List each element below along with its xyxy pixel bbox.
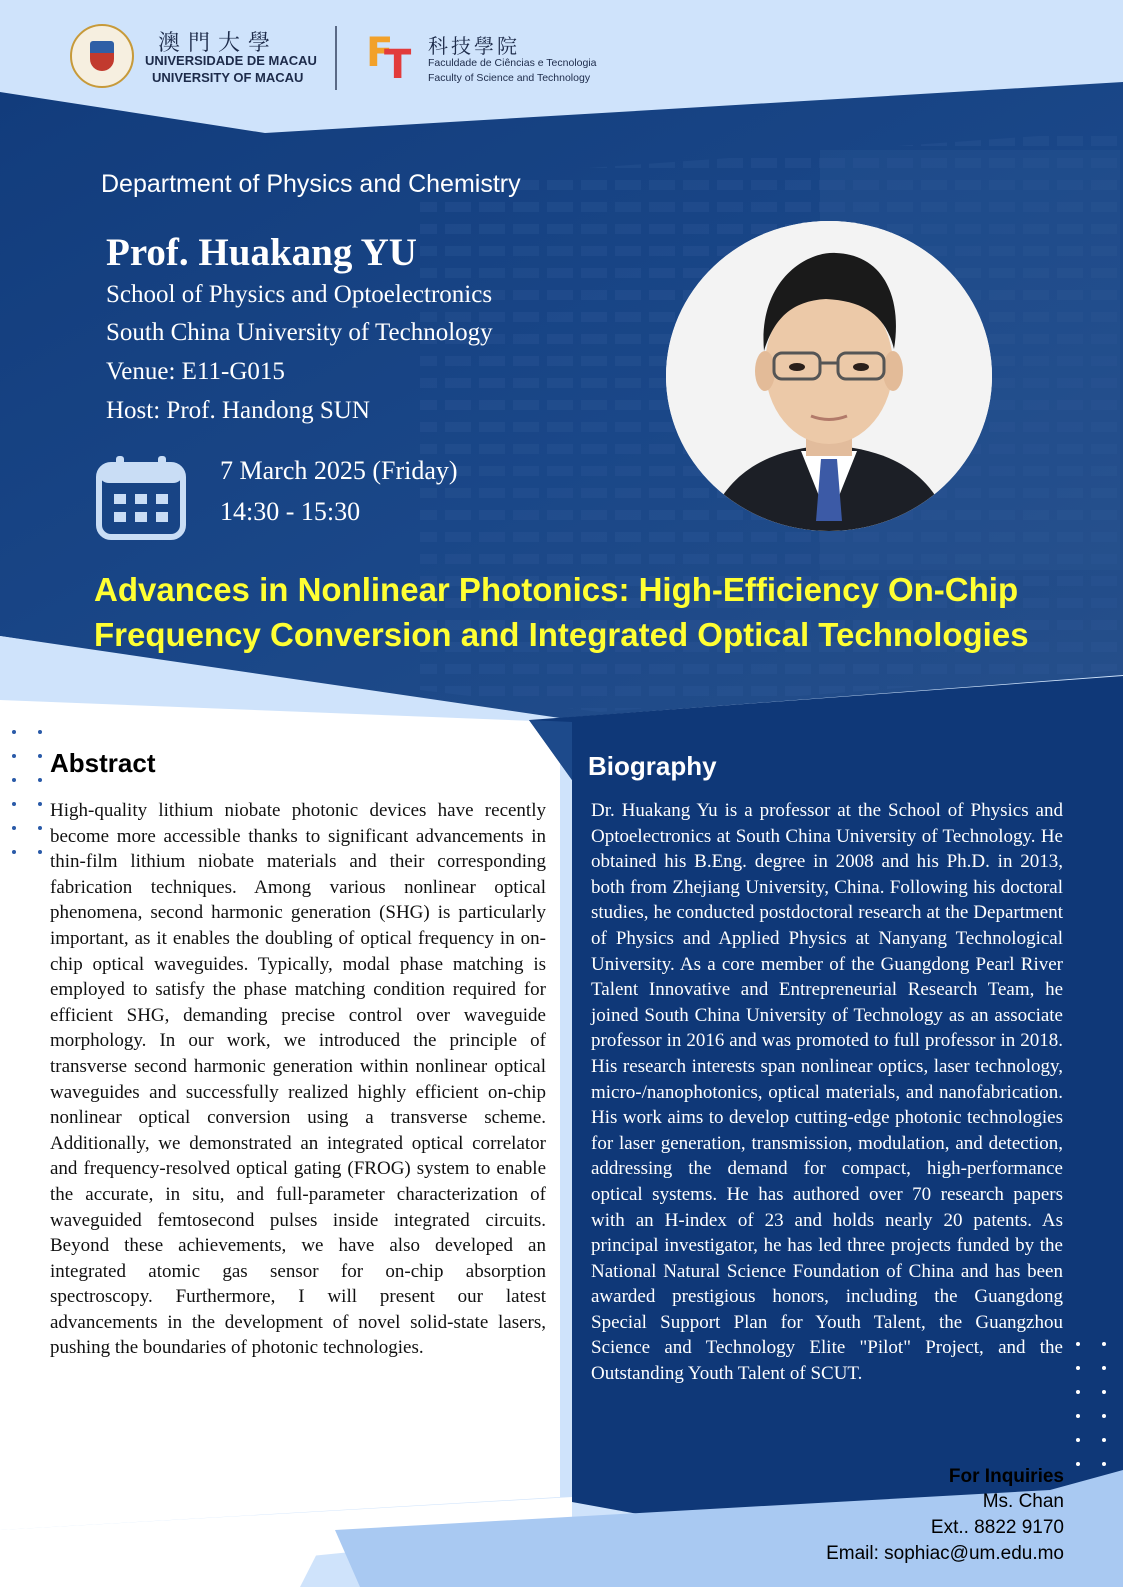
faculty-name-pt: Faculdade de Ciências e Tecnologia (428, 57, 597, 69)
header-divider (335, 26, 337, 90)
host: Host: Prof. Handong SUN (106, 397, 370, 424)
university-name-en: UNIVERSITY OF MACAU (152, 70, 304, 85)
faculty-name-en: Faculty of Science and Technology (428, 72, 591, 84)
event-time: 14:30 - 15:30 (220, 497, 361, 526)
inquiries-title: For Inquiries (948, 1466, 1064, 1487)
decorative-dots-left (8, 730, 38, 860)
venue: Venue: E11-G015 (106, 358, 285, 385)
fst-logo: F T (366, 30, 412, 88)
speaker-name: Prof. Huakang YU (106, 231, 417, 274)
decorative-dots-right (1076, 1342, 1106, 1472)
talk-title: Advances in Nonlinear Photonics: High-Efficiency On-Chip Frequency Conversion and Integrated Optical Technologies (94, 571, 1029, 653)
speaker-school: School of Physics and Optoelectronics (106, 281, 493, 308)
biography-text: Dr. Huakang Yu is a professor at the School of Physics and Optoelectronics at South China University of Technology. He obtained his B.Eng. degree in 2008 and his Ph.D. in 2013, both from Zhejiang University, China. Following his doctoral studies, he conducted postdoctoral research at the Department of Physics and Applied Physics at Nanyang Technological University. As a core member of the Guangdong Pearl River Talent Innovative and Entrepreneurial Research Team, he joined South China University of Technology as an associate professor in 2016 and was promoted to full professor in 2018. His research interests span nonlinear optics, laser technology, micro-/nanophotonics, optical materials, and nanofabrication. His work aims to develop cutting-edge photonic technologies for laser generation, transmission, modulation, and detection, addressing the demand for compact, high-performance optical systems. He has authored over 70 research papers with an H-index of 23 and holds nearly 20 patents. As principal investigator, he has led three projects funded by the National Natural Science Foundation of China and has been awarded prestigious honors, including the Guangdong Special Support Plan for Youth Talent, the Guangzhou Science and Technology Elite "Pilot" Project, and the Outstanding Youth Talent of SCUT. (591, 800, 1063, 1385)
department-name: Department of Physics and Chemistry (101, 170, 521, 198)
university-name-cn: 澳門大學 (158, 31, 279, 56)
speaker-portrait (666, 221, 992, 531)
abstract-heading: Abstract (50, 748, 156, 778)
inquiries-extension: Ext.. 8822 9170 (930, 1517, 1064, 1538)
biography-heading: Biography (588, 751, 717, 781)
university-seal (70, 24, 134, 88)
abstract-text: High-quality lithium niobate photonic devices have recently become more accessible thanks to significant advancements in thin-film lithium niobate materials and their corresponding fabrication techniques. Among various nonlinear optical phenomena, second harmonic generation (SHG) is particularly important, as it enables the doubling of optical frequency in on-chip optical waveguides. Typically, modal phase matching is employed to satisfy the phase matching condition required for efficient SHG, demanding precise control over waveguide morphology. In our work, we introduced the principle of transverse second harmonic generation within nonlinear optical waveguides and successfully realized highly efficient on-chip nonlinear optical conversion using a transverse scheme. Additionally, we demonstrated an integrated optical correlator and frequency-resolved optical gating (FROG) system to enable the accurate, in situ, and full-parameter characterization of waveguided femtosecond pulses inside integrated circuits. Beyond these achievements, we have also developed an integrated atomic gas sensor for on-chip absorption spectroscopy. Furthermore, I will present our latest advancements in the development of novel solid-state lasers, pushing the boundaries of photonic technologies. (50, 800, 546, 1359)
university-name-pt: UNIVERSIDADE DE MACAU (145, 53, 317, 68)
inquiries-contact: Ms. Chan (982, 1491, 1064, 1512)
speaker-university: South China University of Technology (106, 319, 493, 346)
event-date: 7 March 2025 (Friday) (220, 456, 458, 485)
faculty-name-cn: 科技學院 (428, 34, 520, 58)
calendar-icon (96, 454, 186, 540)
inquiries-email: Email: sophiac@um.edu.mo (826, 1543, 1064, 1564)
